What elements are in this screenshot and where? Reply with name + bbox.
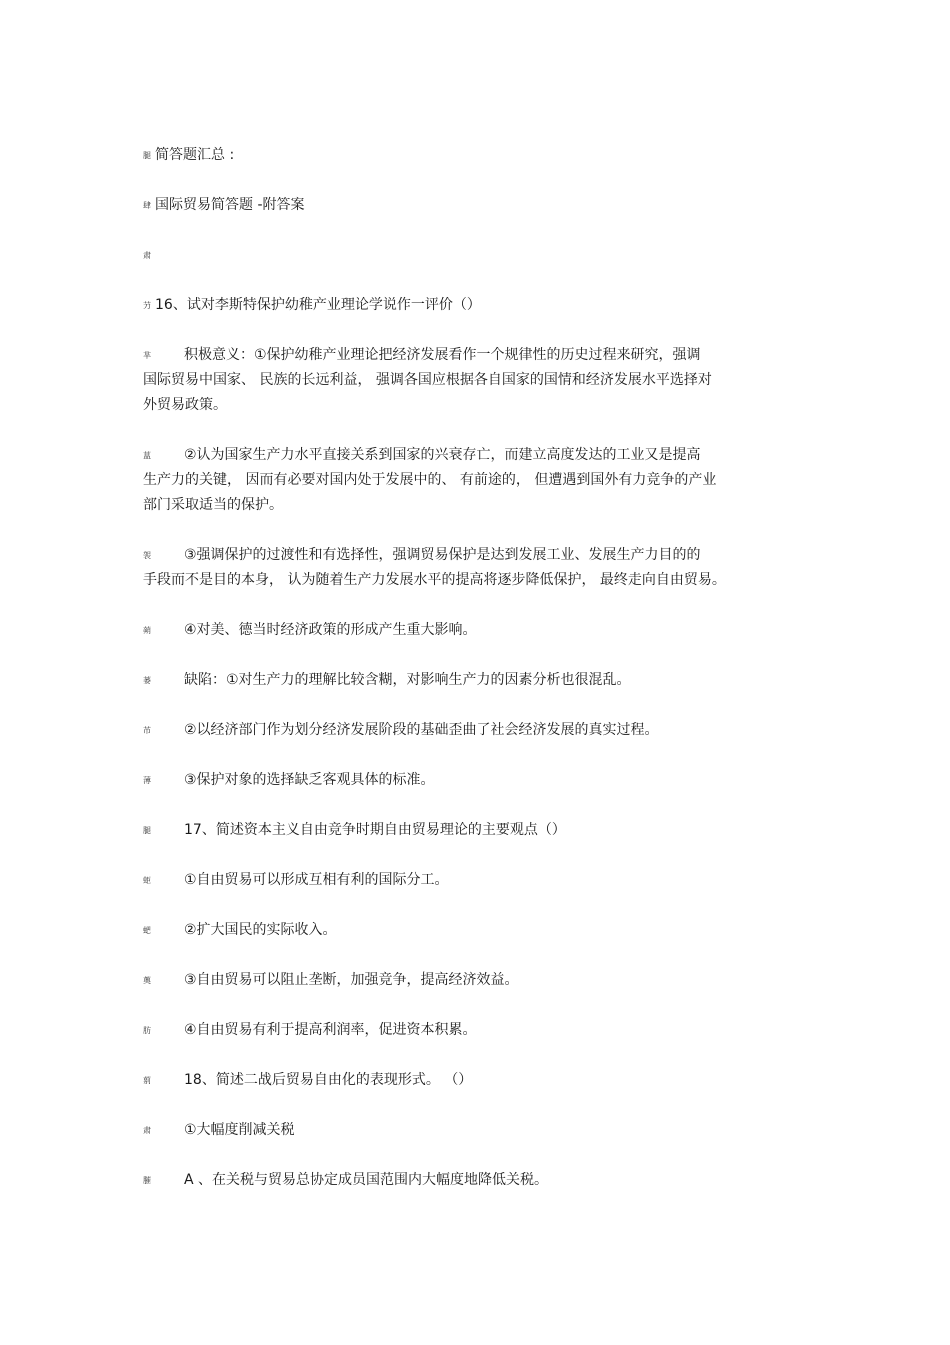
line-marker: 腿 [143, 151, 151, 160]
line-marker: 腿 [143, 826, 151, 835]
line-marker: 肃 [143, 1126, 151, 1135]
line-marker: 袈 [143, 551, 151, 560]
line-marker: 膗 [143, 1176, 151, 1185]
line-marker: 肆 [143, 201, 151, 210]
line-marker: 蚷 [143, 876, 151, 885]
paragraph-line [143, 621, 477, 640]
question-18-text: 18、简述二战后贸易自由化的表现形式。 （） [184, 1072, 473, 1088]
line-marker: 肃 [143, 251, 151, 260]
question-16 [143, 296, 481, 315]
q16-p3-line2: 手段而不是目的本身， 认为随着生产力发展水平的提高将逐步降低保护， 最终走向自由贸易。 [143, 572, 726, 588]
q16-defect-1: 缺陷：①对生产力的理解比较含糊，对影响生产力的因素分析也很混乱。 [184, 672, 631, 688]
paragraph-line [143, 1121, 295, 1140]
line-marker: 薁 [143, 976, 151, 985]
paragraph-line [143, 771, 435, 790]
q16-p3-line1: ③强调保护的过渡性和有选择性，强调贸易保护是达到发展工业、发展生产力目的的 [184, 547, 701, 563]
q17-answer-3: ③自由贸易可以阻止垄断，加强竞争，提高经济效益。 [184, 972, 519, 988]
line-marker: 肪 [143, 1026, 151, 1035]
q18-answer-A: A 、在关税与贸易总协定成员国范围内大幅度地降低关税。 [184, 1172, 549, 1188]
paragraph-line [143, 971, 519, 990]
paragraph-line [143, 1021, 477, 1040]
line-marker: 蚆 [143, 926, 151, 935]
q16-defect-2: ②以经济部门作为划分经济发展阶段的基础歪曲了社会经济发展的真实过程。 [184, 722, 659, 738]
doc-title-line [143, 146, 234, 165]
line-marker: 蒴 [143, 626, 151, 635]
blank-line [143, 246, 155, 265]
q17-answer-1: ①自由贸易可以形成互相有利的国际分工。 [184, 872, 449, 888]
doc-subtitle: 国际贸易简答题 -附答案 [155, 197, 305, 213]
paragraph-line [143, 721, 659, 740]
q16-p2-line3: 部门采取适当的保护。 [143, 497, 283, 513]
q16-p2-line1: ②认为国家生产力水平直接关系到国家的兴衰存亡，而建立高度发达的工业又是提高 [184, 447, 701, 463]
q16-p1-line2: 国际贸易中国家、 民族的长远利益， 强调各国应根据各自国家的国情和经济发展水平选择对 [143, 372, 712, 388]
line-marker: 薄 [143, 776, 151, 785]
question-18 [143, 1071, 472, 1090]
question-16-text: 16、试对李斯特保护幼稚产业理论学说作一评价（） [155, 297, 481, 313]
q18-answer-1: ①大幅度削减关税 [184, 1122, 295, 1138]
doc-title: 简答题汇总 : [155, 147, 235, 163]
paragraph-line [143, 871, 449, 890]
doc-subtitle-line [143, 196, 305, 215]
paragraph-line [143, 546, 701, 565]
q16-p2-line2: 生产力的关键， 因而有必要对国内处于发展中的、 有前途的， 但遭遇到国外有力竞争的产业 [143, 472, 717, 488]
question-17-text: 17、简述资本主义自由竞争时期自由贸易理论的主要观点（） [184, 822, 566, 838]
q16-p1-line3: 外贸易政策。 [143, 397, 227, 413]
line-marker: 芀 [143, 301, 151, 310]
line-marker: 莂 [143, 1076, 151, 1085]
paragraph-line [143, 921, 337, 940]
q16-p1-line1: 积极意义：①保护幼稚产业理论把经济发展看作一个规律性的历史过程来研究，强调 [184, 347, 701, 363]
paragraph-line [143, 1171, 548, 1190]
line-marker: 蒀 [143, 451, 151, 460]
paragraph-line [143, 671, 631, 690]
q17-answer-2: ②扩大国民的实际收入。 [184, 922, 337, 938]
q16-defect-3: ③保护对象的选择缺乏客观具体的标准。 [184, 772, 435, 788]
line-marker: 芈 [143, 351, 151, 360]
q17-answer-4: ④自由贸易有利于提高利润率，促进资本积累。 [184, 1022, 477, 1038]
line-marker: 芇 [143, 726, 151, 735]
question-17 [143, 821, 566, 840]
paragraph-line [143, 346, 701, 365]
paragraph-line [143, 446, 701, 465]
line-marker: 蒌 [143, 676, 151, 685]
q16-p4: ④对美、德当时经济政策的形成产生重大影响。 [184, 622, 477, 638]
